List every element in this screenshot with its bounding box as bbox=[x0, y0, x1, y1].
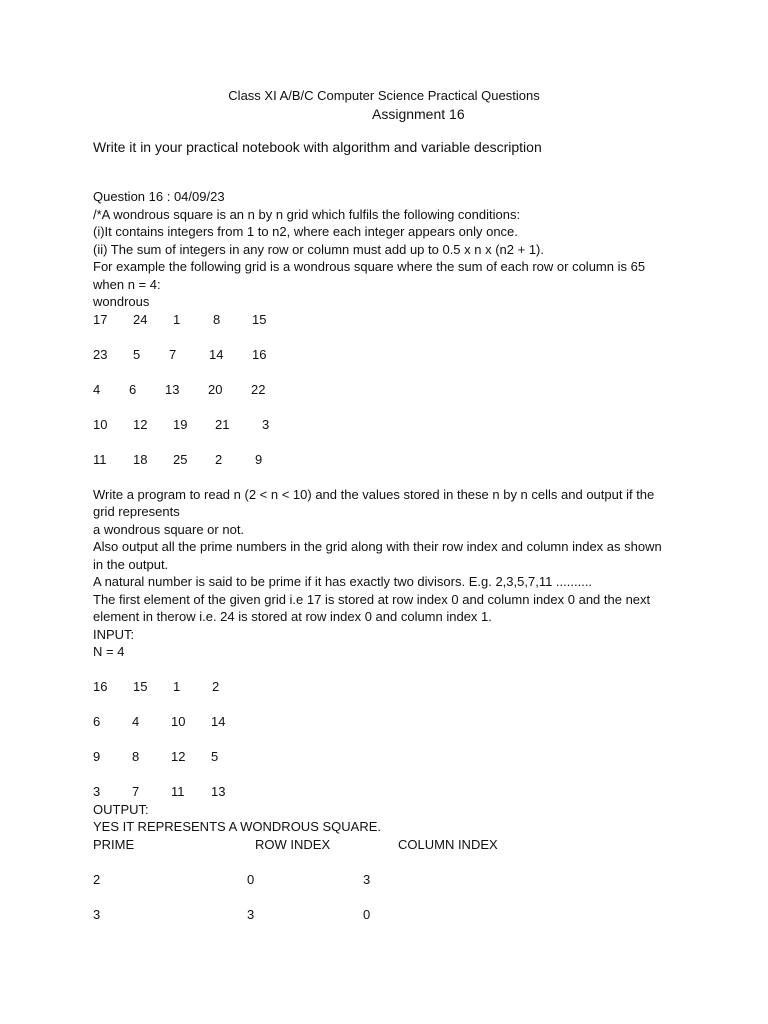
prime-value: 2 bbox=[93, 871, 101, 887]
column-index-value: 0 bbox=[363, 906, 371, 922]
grid-cell: 25 bbox=[173, 451, 188, 467]
input-grid-row bbox=[93, 783, 693, 801]
first-element-line-1: The first element of the given grid i.e 17 is stored at row index 0 and column index 0 and the next bbox=[93, 591, 651, 607]
input-cell: 10 bbox=[171, 714, 186, 729]
input-cell: 12 bbox=[171, 749, 186, 764]
grid-row bbox=[93, 451, 693, 469]
grid-cell: 24 bbox=[133, 311, 148, 327]
grid-cell: 15 bbox=[252, 311, 267, 327]
grid-cell: 9 bbox=[255, 451, 263, 467]
input-cell: 7 bbox=[132, 784, 140, 799]
prime-value: 3 bbox=[93, 906, 101, 922]
grid-cell: 16 bbox=[252, 346, 267, 362]
task-line-2: grid represents bbox=[93, 504, 180, 519]
input-cell: 9 bbox=[93, 749, 101, 764]
instruction-text: Write it in your practical notebook with algorithm and variable description bbox=[93, 139, 542, 155]
row-index-column-header: ROW INDEX bbox=[255, 836, 331, 852]
grid-cell: 2 bbox=[215, 451, 223, 467]
assignment-title: Assignment 16 bbox=[372, 106, 465, 122]
example-line-1: For example the following grid is a wondrous square where the sum of each row or column is 65 bbox=[93, 259, 646, 274]
input-cell: 13 bbox=[211, 784, 226, 799]
condition-2: (ii) The sum of integers in any row or column must add up to 0.5 x n x (n2 + 1). bbox=[93, 241, 544, 257]
also-line-2: in the output. bbox=[93, 556, 169, 572]
grid-row bbox=[93, 381, 693, 399]
input-grid-row bbox=[93, 678, 693, 696]
input-cell: 16 bbox=[93, 679, 108, 694]
output-table-row bbox=[93, 871, 693, 889]
grid-cell: 19 bbox=[173, 416, 188, 432]
row-index-value: 3 bbox=[247, 906, 255, 922]
condition-1: (i)It contains integers from 1 to n2, where each integer appears only once. bbox=[93, 224, 518, 239]
question-heading: Question 16 : 04/09/23 bbox=[93, 189, 225, 204]
grid-cell: 22 bbox=[251, 381, 266, 397]
grid-cell: 4 bbox=[93, 381, 101, 397]
grid-label: wondrous bbox=[93, 294, 150, 309]
input-cell: 14 bbox=[211, 714, 226, 729]
also-line-1: Also output all the prime numbers in the grid along with their row index and column index as shown bbox=[93, 539, 662, 554]
output-table-header bbox=[93, 836, 693, 854]
grid-cell: 8 bbox=[213, 311, 221, 327]
example-line-2: when n = 4: bbox=[93, 276, 161, 292]
input-cell: 15 bbox=[133, 679, 148, 694]
input-cell: 1 bbox=[173, 679, 181, 694]
input-grid-row bbox=[93, 713, 693, 731]
output-table bbox=[93, 836, 693, 924]
grid-cell: 13 bbox=[165, 381, 180, 397]
grid-cell: 1 bbox=[173, 311, 181, 327]
output-label: OUTPUT: bbox=[93, 801, 149, 817]
grid-cell: 6 bbox=[129, 381, 137, 397]
output-table-row bbox=[93, 906, 693, 924]
grid-cell: 11 bbox=[93, 451, 107, 467]
column-index-value: 3 bbox=[363, 871, 371, 887]
result-text: YES IT REPRESENTS A WONDROUS SQUARE. bbox=[93, 819, 381, 834]
grid-cell: 14 bbox=[209, 346, 224, 362]
input-cell: 11 bbox=[171, 784, 185, 799]
grid-cell: 3 bbox=[262, 416, 270, 432]
prime-definition: A natural number is said to be prime if it has exactly two divisors. E.g. 2,3,5,7,11 .......... bbox=[93, 574, 593, 589]
input-cell: 6 bbox=[93, 714, 101, 729]
task-line-3: a wondrous square or not. bbox=[93, 521, 245, 537]
grid-cell: 10 bbox=[93, 416, 108, 432]
n-value: N = 4 bbox=[93, 644, 125, 659]
grid-cell: 21 bbox=[215, 416, 230, 432]
input-cell: 8 bbox=[132, 749, 140, 764]
grid-row bbox=[93, 346, 693, 364]
grid-row bbox=[93, 311, 693, 329]
grid-cell: 5 bbox=[133, 346, 141, 362]
definition-intro: /*A wondrous square is an n by n grid which fulfils the following conditions: bbox=[93, 206, 521, 222]
task-line-1: Write a program to read n (2 < n < 10) and the values stored in these n by n cells and output if the bbox=[93, 486, 655, 502]
input-label: INPUT: bbox=[93, 626, 135, 642]
input-cell: 2 bbox=[212, 679, 220, 694]
input-cell: 4 bbox=[132, 714, 140, 729]
input-grid-row bbox=[93, 748, 693, 766]
input-cell: 5 bbox=[211, 749, 219, 764]
grid-row bbox=[93, 416, 693, 434]
grid-cell: 18 bbox=[133, 451, 148, 467]
input-cell: 3 bbox=[93, 784, 101, 799]
grid-cell: 20 bbox=[208, 381, 223, 397]
grid-cell: 23 bbox=[93, 346, 108, 362]
input-grid bbox=[93, 678, 693, 801]
grid-cell: 17 bbox=[93, 311, 108, 327]
column-index-column-header: COLUMN INDEX bbox=[398, 836, 498, 852]
row-index-value: 0 bbox=[247, 871, 255, 887]
grid-cell: 7 bbox=[169, 346, 177, 362]
grid-cell: 12 bbox=[133, 416, 148, 432]
example-grid bbox=[93, 311, 693, 469]
question-body bbox=[93, 188, 693, 923]
prime-column-header: PRIME bbox=[93, 836, 135, 852]
course-title: Class XI A/B/C Computer Science Practical Questions bbox=[228, 88, 540, 103]
first-element-line-2: element in therow i.e. 24 is stored at row index 0 and column index 1. bbox=[93, 609, 492, 624]
